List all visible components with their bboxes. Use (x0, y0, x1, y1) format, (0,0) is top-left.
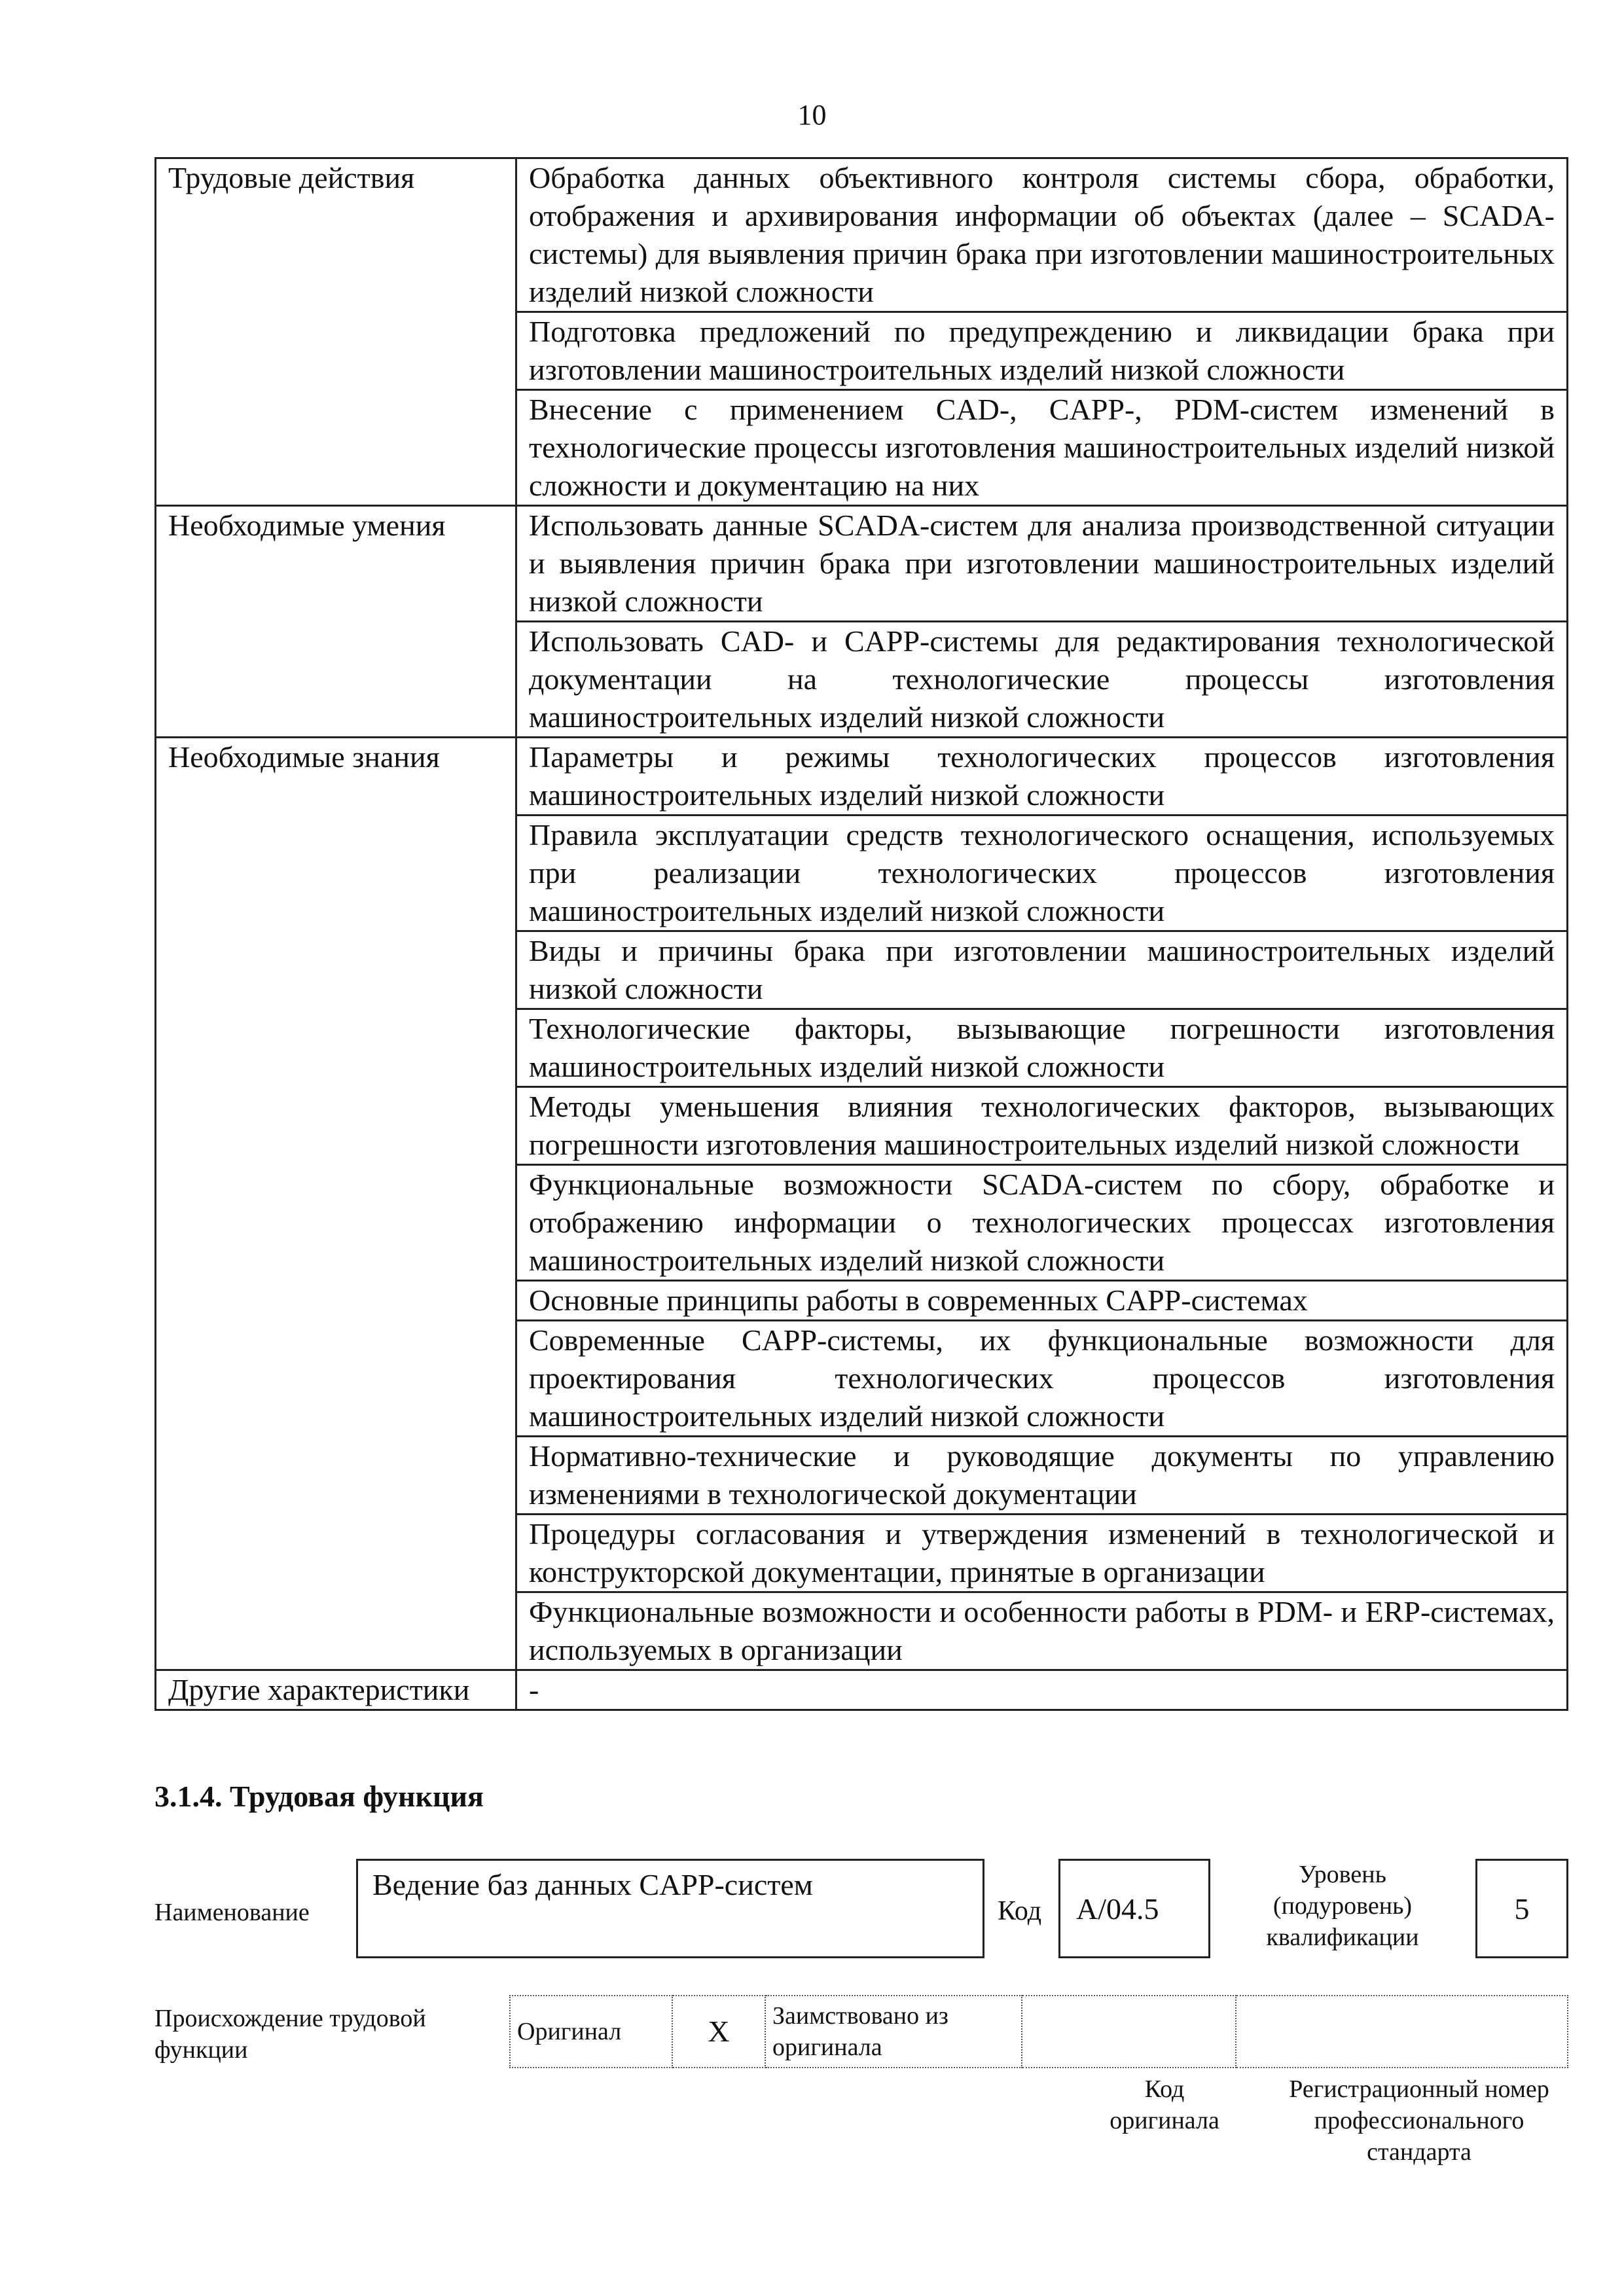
function-name-value: Ведение баз данных CAPP-систем (372, 1868, 813, 1901)
level-label-line: (подуровень) (1272, 1892, 1413, 1920)
level-label-line: квалификации (1266, 1924, 1419, 1951)
table-cell: Внесение с применением CAD-, CAPP-, PDM-систем изменений в технологические процессы изготовления машиностроительных изделий низкой сложности и документацию на них (516, 390, 1568, 506)
table-cell: Технологические факторы, вызывающие погрешности изготовления машиностроительных изделий низкой сложности (516, 1009, 1568, 1087)
code-label: Код (998, 1896, 1042, 1926)
table-cell: Функциональные возможности SCADA-систем по сбору, обработке и отображению информации о технологических процессах изготовления машиностроительных изделий низкой сложности (516, 1165, 1568, 1281)
function-name-field (356, 1859, 984, 1958)
table-cell: Использовать CAD- и CAPP-системы для редактирования технологической документации на технологические процессы изготовления машиностроительных изделий низкой сложности (516, 622, 1568, 738)
original-label: Оригинал (510, 1996, 672, 2068)
section-title: 3.1.4. Трудовая функция (154, 1780, 484, 1813)
level-field (1475, 1859, 1568, 1958)
origin-label-line: функции (154, 2036, 248, 2064)
caption-line: оригинала (1110, 2107, 1219, 2134)
caption-line: Код (1144, 2075, 1185, 2103)
row-label-knowledge: Необходимые знания (156, 738, 516, 1670)
table-cell: Виды и причины брака при изготовлении машиностроительных изделий низкой сложности (516, 931, 1568, 1009)
table-row (156, 738, 1568, 816)
level-value: 5 (1514, 1892, 1530, 1926)
table-row (156, 1670, 1568, 1710)
caption-line: Регистрационный номер (1289, 2075, 1549, 2103)
table-row (156, 158, 1568, 312)
registration-number-cell (1236, 1996, 1568, 2068)
table-cell: Использовать данные SCADA-систем для анализа производственной ситуации и выявления причин брака при изготовлении машиностроительных изделий низкой сложности (516, 506, 1568, 622)
code-field (1058, 1859, 1210, 1958)
origin-label-line: Происхождение трудовой (154, 2005, 426, 2032)
table-cell: Основные принципы работы в современных CAPP-системах (516, 1281, 1568, 1321)
page-number: 10 (797, 99, 827, 131)
row-label-skills: Необходимые умения (156, 506, 516, 738)
table-cell: Нормативно-технические и руководящие документы по управлению изменениями в технологической документации (516, 1437, 1568, 1515)
table-cell: Подготовка предложений по предупреждению и ликвидации брака при изготовлении машиностроительных изделий низкой сложности (516, 312, 1568, 390)
table-cell: - (516, 1670, 1568, 1710)
level-label-line: Уровень (1299, 1861, 1386, 1888)
origin-label (154, 2003, 508, 2066)
original-code-cell (1022, 1996, 1236, 2068)
table-cell: Обработка данных объективного контроля системы сбора, обработки, отображения и архивирования информации об объектах (далее – SCADA-системы) для выявления причин брака при изготовлении машиностроительных изделий низкой сложности (516, 158, 1568, 312)
origin-table (509, 1995, 1568, 2068)
borrowed-label-line: Заимствовано из (772, 2002, 948, 2030)
table-cell: Параметры и режимы технологических процессов изготовления машиностроительных изделий низкой сложности (516, 738, 1568, 816)
table-cell: Современные CAPP-системы, их функциональные возможности для проектирования технологических процессов изготовления машиностроительных изделий низкой сложности (516, 1321, 1568, 1437)
registration-number-caption (1269, 2073, 1570, 2168)
level-label (1231, 1859, 1454, 1953)
borrowed-label (765, 1996, 1022, 2068)
table-cell: Правила эксплуатации средств технологического оснащения, используемых при реализации технологических процессов изготовления машиностроительных изделий низкой сложности (516, 816, 1568, 931)
table-cell: Методы уменьшения влияния технологических факторов, вызывающих погрешности изготовления машиностроительных изделий низкой сложности (516, 1087, 1568, 1165)
name-label: Наименование (154, 1899, 310, 1926)
code-value: А/04.5 (1076, 1892, 1159, 1926)
row-label-labor-actions: Трудовые действия (156, 158, 516, 506)
caption-line: профессионального (1314, 2107, 1525, 2134)
code-original-caption (1060, 2073, 1269, 2136)
table-row (156, 506, 1568, 622)
labor-actions-table (154, 157, 1568, 1711)
row-label-other: Другие характеристики (156, 1670, 516, 1710)
caption-line: стандарта (1367, 2138, 1471, 2166)
table-cell: Функциональные возможности и особенности работы в PDM- и ERP-системах, используемых в организации (516, 1592, 1568, 1670)
table-row (510, 1996, 1568, 2068)
borrowed-label-line: оригинала (772, 2034, 882, 2061)
original-mark: Х (672, 1996, 765, 2068)
table-cell: Процедуры согласования и утверждения изменений в технологической и конструкторской документации, принятые в организации (516, 1515, 1568, 1592)
